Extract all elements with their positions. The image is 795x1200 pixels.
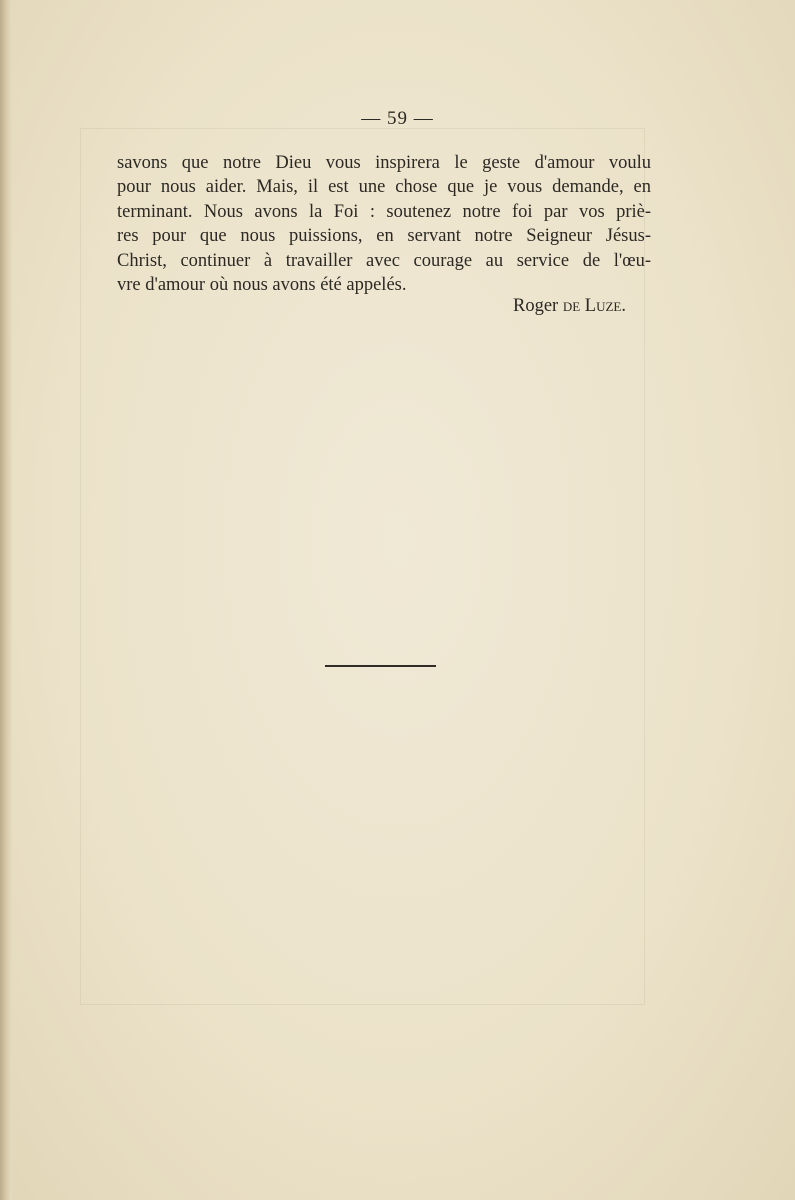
- signature-given-name: Roger: [513, 296, 559, 316]
- text-line: savons que notre Dieu vous inspirera le geste d'amour voulu: [117, 153, 651, 173]
- signature-surname: de Luze.: [562, 296, 626, 316]
- section-divider: [325, 665, 436, 667]
- page-number: — 59 —: [361, 108, 434, 129]
- binding-edge: [0, 0, 12, 1200]
- text-line: Christ, continuer à travailler avec courage au service de l'œu-: [117, 250, 651, 271]
- signature: [380, 296, 626, 317]
- text-line: pour nous aider. Mais, il est une chose que je vous demande, en: [117, 177, 651, 198]
- text-line: res pour que nous puissions, en servant notre Seigneur Jésus-: [117, 226, 651, 247]
- body-paragraph: [117, 151, 651, 297]
- text-line: terminant. Nous avons la Foi : soutenez notre foi par vos priè-: [117, 201, 651, 222]
- text-line: vre d'amour où nous avons été appelés.: [117, 275, 407, 296]
